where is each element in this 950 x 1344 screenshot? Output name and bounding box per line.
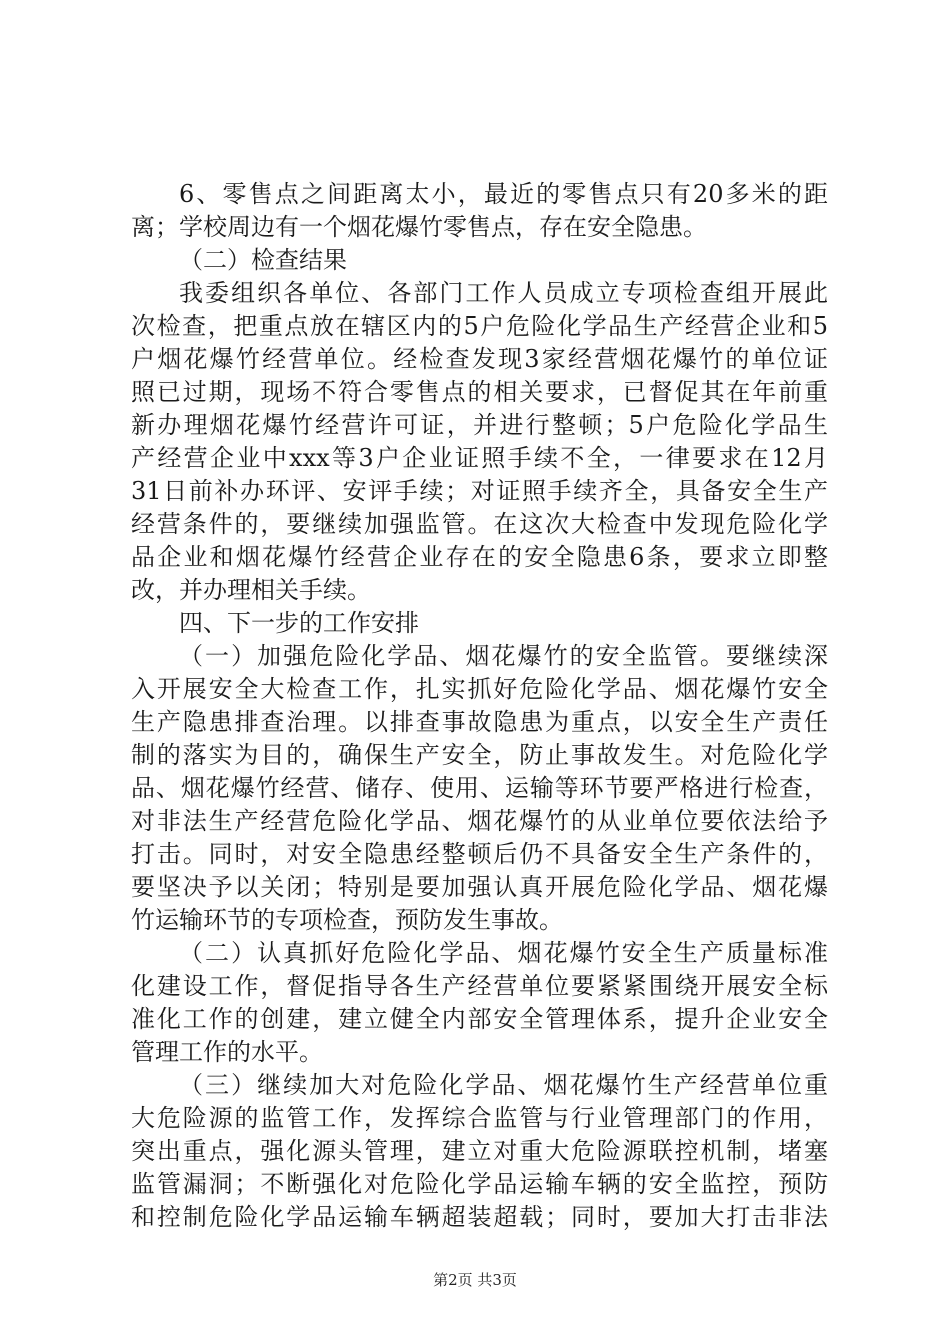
text-line: 改，并办理相关手续。 [131, 576, 371, 604]
text-line: 新办理烟花爆竹经营许可证，并进行整顿；5户危险化学品生 [131, 411, 828, 439]
text-line: 竹运输环节的专项检查，预防发生事故。 [131, 906, 563, 934]
text-line: 6、零售点之间距离太小，最近的零售点只有20多米的距 [179, 180, 828, 208]
text-line: （三）继续加大对危险化学品、烟花爆竹生产经营单位重 [179, 1071, 828, 1099]
text-line: 我委组织各单位、各部门工作人员成立专项检查组开展此 [179, 279, 828, 307]
text-line: 化建设工作，督促指导各生产经营单位要紧紧围绕开展安全标 [131, 972, 828, 1000]
text-line: 产经营企业中xxx等3户企业证照手续不全，一律要求在12月 [131, 444, 828, 472]
text-line: 准化工作的创建，建立健全内部安全管理体系，提升企业安全 [131, 1005, 828, 1033]
document-body [131, 178, 828, 1234]
text-line: 次检查，把重点放在辖区内的5户危险化学品生产经营企业和5 [131, 312, 828, 340]
text-line: 入开展安全大检查工作，扎实抓好危险化学品、烟花爆竹安全 [131, 675, 828, 703]
text-line: （二）认真抓好危险化学品、烟花爆竹安全生产质量标准 [179, 939, 828, 967]
text-line: 打击。同时，对安全隐患经整顿后仍不具备安全生产条件的， [131, 840, 828, 868]
text-line: （二）检查结果 [179, 246, 347, 274]
text-line: 户烟花爆竹经营单位。经检查发现3家经营烟花爆竹的单位证 [131, 345, 828, 373]
text-line: 照已过期，现场不符合零售点的相关要求，已督促其在年前重 [131, 378, 828, 406]
text-line: 生产隐患排查治理。以排查事故隐患为重点，以安全生产责任 [131, 708, 828, 736]
text-line: 四、下一步的工作安排 [179, 609, 419, 637]
text-line: 制的落实为目的，确保生产安全，防止事故发生。对危险化学 [131, 741, 828, 769]
text-line: 品企业和烟花爆竹经营企业存在的安全隐患6条，要求立即整 [131, 543, 828, 571]
text-line: 管理工作的水平。 [131, 1038, 323, 1066]
text-line: 突出重点，强化源头管理，建立对重大危险源联控机制，堵塞 [131, 1137, 828, 1165]
page-footer: 第2页 共3页 [433, 1271, 517, 1289]
text-line: 要坚决予以关闭；特别是要加强认真开展危险化学品、烟花爆 [131, 873, 828, 901]
text-line: 离；学校周边有一个烟花爆竹零售点，存在安全隐患。 [131, 213, 707, 241]
text-line: 监管漏洞；不断强化对危险化学品运输车辆的安全监控，预防 [131, 1170, 828, 1198]
text-line: 和控制危险化学品运输车辆超装超载；同时，要加大打击非法 [131, 1203, 828, 1231]
text-line: （一）加强危险化学品、烟花爆竹的安全监管。要继续深 [179, 642, 828, 670]
text-line: 品、烟花爆竹经营、储存、使用、运输等环节要严格进行检查， [131, 774, 828, 802]
text-line: 31日前补办环评、安评手续；对证照手续齐全，具备安全生产 [131, 477, 828, 505]
text-line: 对非法生产经营危险化学品、烟花爆竹的从业单位要依法给予 [131, 807, 828, 835]
text-line: 经营条件的，要继续加强监管。在这次大检查中发现危险化学 [131, 510, 828, 538]
text-line: 大危险源的监管工作，发挥综合监管与行业管理部门的作用， [131, 1104, 828, 1132]
